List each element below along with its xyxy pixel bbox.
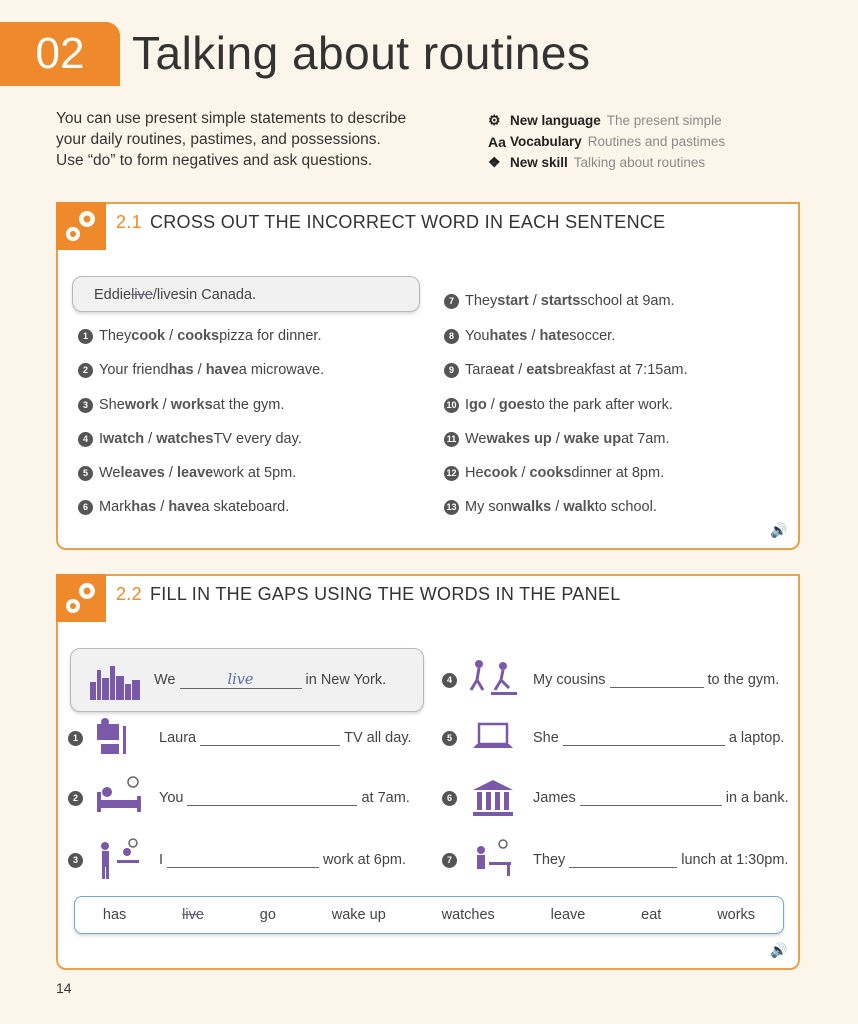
answer-gap [180, 672, 302, 689]
example-text [94, 287, 256, 303]
option-a[interactable]: cook [483, 465, 518, 481]
sentence-item [444, 328, 615, 344]
meta-key: New language [510, 113, 601, 128]
item-number: 10 [444, 398, 459, 413]
sentence-pre: You [465, 328, 490, 344]
sentence-pre: They [99, 328, 132, 344]
sentence-item [78, 362, 324, 378]
meta-key: Vocabulary [510, 134, 582, 149]
fill-post: in a bank. [725, 790, 789, 806]
exercise-instruction: FILL IN THE GAPS USING THE WORDS IN THE PANEL [149, 584, 621, 604]
item-number: 3 [78, 398, 93, 413]
skyline-icon [88, 658, 142, 702]
meta-vocabulary [488, 131, 725, 152]
fill-post: at 7am. [361, 790, 410, 806]
item-number: 9 [444, 363, 459, 378]
option-a[interactable]: leaves [120, 465, 165, 481]
fill-item [442, 716, 784, 760]
example-pre: Eddie [94, 287, 132, 303]
lunch-icon [467, 838, 521, 882]
option-a[interactable]: hates [489, 328, 528, 344]
item-number: 8 [444, 329, 459, 344]
fill-pre: We [154, 672, 176, 688]
gears-icon: ⚙ [488, 112, 501, 128]
sentence-item [78, 499, 289, 515]
sentence-pre: She [99, 397, 125, 413]
sentence-pre: I [99, 431, 104, 447]
page-number: 14 [56, 980, 72, 996]
answer-gap[interactable] [187, 791, 357, 806]
fill-item [68, 776, 410, 820]
option-b[interactable]: starts [540, 293, 581, 309]
separator: / [165, 328, 178, 344]
gears-icon [56, 202, 106, 250]
sentence-pre: They [465, 293, 498, 309]
option-b[interactable]: eats [526, 362, 556, 378]
tv-icon [93, 716, 147, 760]
sentence-item [78, 465, 296, 481]
sentence-pre: He [465, 465, 484, 481]
sentence-post: to the park after work. [532, 397, 673, 413]
separator: / [551, 499, 564, 515]
chapter-number: 02 [0, 22, 120, 86]
audio-icon[interactable]: 🔊 [770, 522, 788, 538]
item-number: 11 [444, 432, 459, 447]
fill-pre: They [533, 852, 566, 868]
sentence-post: a microwave. [238, 362, 325, 378]
option-a[interactable]: work [124, 397, 159, 413]
sentence-post: at 7am. [621, 431, 670, 447]
fill-pre: She [533, 730, 559, 746]
item-number: 5 [78, 466, 93, 481]
sentence-pre: Your friend [99, 362, 169, 378]
separator: / [517, 465, 530, 481]
fill-pre: James [533, 790, 576, 806]
sentence-pre: I [465, 397, 470, 413]
sentence-item [78, 397, 284, 413]
fill-post: lunch at 1:30pm. [681, 852, 789, 868]
item-number: 6 [78, 500, 93, 515]
example-answer: live [227, 671, 254, 688]
separator: / [164, 465, 177, 481]
exercise-number: 2.1 [116, 212, 142, 232]
audio-icon[interactable]: 🔊 [770, 942, 788, 958]
option-a[interactable]: watch [103, 431, 145, 447]
word-panel [74, 896, 784, 934]
example-post: in Canada. [185, 287, 257, 303]
item-number: 6 [442, 791, 457, 806]
answer-gap[interactable] [610, 673, 704, 688]
bank-icon [467, 776, 521, 820]
sentence-item [444, 499, 657, 515]
sentence-post: soccer. [569, 328, 616, 344]
fill-post: work at 6pm. [323, 852, 407, 868]
gears-icon [56, 574, 106, 622]
item-number: 3 [68, 853, 83, 868]
separator: / [152, 287, 157, 303]
fill-post: a laptop. [728, 730, 785, 746]
sentence-post: work at 5pm. [213, 465, 297, 481]
vocabulary-icon: Aa [488, 133, 506, 150]
meta-new-language [488, 110, 725, 131]
intro-text [56, 108, 436, 171]
separator: / [158, 397, 171, 413]
intro-line: Use “do” to form negatives and ask questions. [56, 152, 373, 169]
option-b[interactable]: goes [498, 397, 533, 413]
option-a[interactable]: start [497, 293, 529, 309]
sentence-post: TV every day. [213, 431, 302, 447]
fill-pre: I [159, 852, 164, 868]
fill-item [442, 776, 789, 820]
fill-item [442, 658, 779, 702]
intro-line: You can use present simple statements to describe [56, 110, 407, 127]
fill-post: in New York. [305, 672, 387, 688]
option-a[interactable]: wakes up [486, 431, 552, 447]
option-a[interactable]: eat [493, 362, 515, 378]
option-b[interactable]: walk [563, 499, 595, 515]
option-b[interactable]: cooks [177, 328, 220, 344]
item-number: 4 [78, 432, 93, 447]
sentence-item [444, 362, 688, 378]
fill-pre: Laura [159, 730, 197, 746]
item-number: 5 [442, 731, 457, 746]
fill-pre: My cousins [533, 672, 606, 688]
answer-gap[interactable] [167, 853, 319, 868]
option-a[interactable]: go [469, 397, 487, 413]
option-a[interactable]: cook [131, 328, 166, 344]
item-number: 4 [442, 673, 457, 688]
sentence-post: dinner at 8pm. [571, 465, 665, 481]
separator: / [527, 328, 540, 344]
option-a[interactable]: has [168, 362, 194, 378]
word-option[interactable]: watches [441, 907, 495, 923]
item-number: 13 [444, 500, 459, 515]
separator: / [486, 397, 499, 413]
sentence-item [78, 431, 302, 447]
option-b[interactable]: hate [539, 328, 570, 344]
sentence-pre: My son [465, 499, 512, 515]
item-number: 1 [68, 731, 83, 746]
sentence-pre: We [99, 465, 121, 481]
exercise-number: 2.2 [116, 584, 142, 604]
separator: / [156, 499, 169, 515]
item-number: 7 [444, 294, 459, 309]
exercise-title [116, 212, 666, 233]
word-option[interactable]: has [102, 907, 127, 923]
lesson-meta [488, 110, 725, 173]
example-fill [88, 658, 386, 702]
fill-item [68, 716, 412, 760]
separator: / [514, 362, 527, 378]
fill-item [442, 838, 788, 882]
sentence-pre: Mark [99, 499, 132, 515]
sentence-post: a skateboard. [201, 499, 290, 515]
meta-new-skill [488, 152, 725, 173]
page-title: Talking about routines [132, 27, 591, 79]
exercise-title [116, 584, 621, 605]
answer-gap[interactable] [563, 731, 725, 746]
item-number: 2 [68, 791, 83, 806]
word-option[interactable]: leave [550, 907, 586, 923]
crossed-word: live [131, 287, 153, 303]
option-a[interactable]: has [131, 499, 157, 515]
sentence-item [444, 465, 664, 481]
word-option[interactable]: live [182, 907, 204, 923]
word-option[interactable]: works [717, 907, 756, 923]
fill-item [68, 838, 406, 882]
laptop-icon [467, 716, 521, 760]
office-icon [93, 838, 147, 882]
meta-key: New skill [510, 155, 568, 170]
sentence-item [444, 397, 673, 413]
fill-post: TV all day. [344, 730, 412, 746]
option-b[interactable]: have [205, 362, 239, 378]
option-b[interactable]: leave [176, 465, 214, 481]
fill-post: to the gym. [707, 672, 780, 688]
answer-gap[interactable] [580, 791, 722, 806]
meta-value: The present simple [606, 113, 722, 128]
meta-value: Talking about routines [573, 155, 706, 170]
sentence-pre: Tara [465, 362, 494, 378]
sentence-post: to school. [594, 499, 657, 515]
answer-gap[interactable] [569, 853, 677, 868]
exercise-2-1-panel [56, 202, 800, 550]
item-number: 1 [78, 329, 93, 344]
word-option[interactable]: wake up [331, 907, 386, 923]
intro-line: your daily routines, pastimes, and possessions. [56, 131, 381, 148]
sentence-item [444, 431, 669, 447]
separator: / [528, 293, 541, 309]
option-b[interactable]: works [170, 397, 213, 413]
separator: / [193, 362, 206, 378]
word-option[interactable]: go [259, 907, 276, 923]
sentence-item [444, 293, 675, 309]
sentence-item [78, 328, 321, 344]
item-number: 7 [442, 853, 457, 868]
bed-icon [93, 776, 147, 820]
sentence-post: school at 9am. [580, 293, 675, 309]
option-b[interactable]: wake up [563, 431, 622, 447]
sentence-post: pizza for dinner. [219, 328, 322, 344]
sentence-pre: We [465, 431, 487, 447]
sentence-post: breakfast at 7:15am. [555, 362, 688, 378]
separator: / [551, 431, 564, 447]
option-a[interactable]: walks [511, 499, 552, 515]
meta-value: Routines and pastimes [587, 134, 726, 149]
separator: / [144, 431, 157, 447]
sentence-post: at the gym. [212, 397, 285, 413]
running-icon [467, 658, 521, 702]
option-b[interactable]: have [168, 499, 202, 515]
puzzle-icon: ❖ [488, 154, 501, 170]
option-b[interactable]: watches [156, 431, 214, 447]
word-option[interactable]: eat [641, 907, 662, 923]
option-b[interactable]: cooks [529, 465, 572, 481]
item-number: 2 [78, 363, 93, 378]
item-number: 12 [444, 466, 459, 481]
exercise-instruction: CROSS OUT THE INCORRECT WORD IN EACH SENTENCE [149, 212, 666, 232]
exercise-2-2-panel [56, 574, 800, 970]
correct-word: lives [156, 287, 186, 303]
fill-pre: You [159, 790, 184, 806]
answer-gap[interactable] [200, 731, 340, 746]
